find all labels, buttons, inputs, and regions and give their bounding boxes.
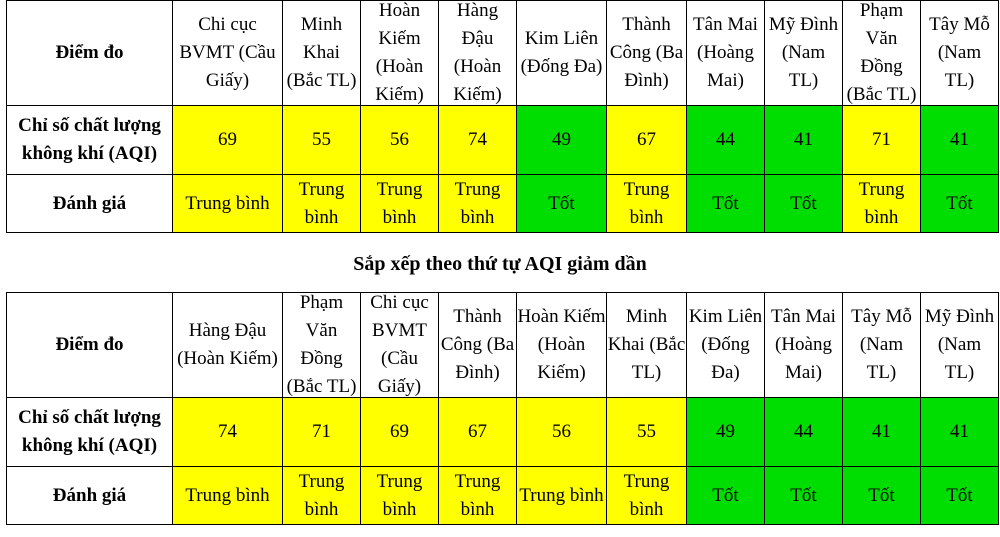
location-cell: Kim Liên (Đống Đa) bbox=[687, 293, 765, 398]
aqi-value-cell: 56 bbox=[517, 398, 607, 467]
rating-cell: Tốt bbox=[687, 467, 765, 525]
aqi-value-cell: 71 bbox=[283, 398, 361, 467]
aqi-value-cell: 55 bbox=[607, 398, 687, 467]
location-cell: Minh Khai (Bắc TL) bbox=[283, 1, 361, 106]
aqi-value-cell: 74 bbox=[173, 398, 283, 467]
aqi-table bbox=[6, 0, 999, 233]
row-label-aqi: Chỉ số chất lượng không khí (AQI) bbox=[7, 106, 173, 175]
aqi-value-cell: 67 bbox=[439, 398, 517, 467]
rating-cell: Trung bình bbox=[361, 467, 439, 525]
rating-row bbox=[7, 467, 999, 525]
location-cell: Phạm Văn Đồng (Bắc TL) bbox=[843, 1, 921, 106]
rating-cell: Tốt bbox=[517, 175, 607, 233]
aqi-value-cell: 55 bbox=[283, 106, 361, 175]
row-label-location: Điểm đo bbox=[7, 1, 173, 106]
rating-cell: Trung bình bbox=[173, 175, 283, 233]
aqi-value-cell: 44 bbox=[687, 106, 765, 175]
aqi-row bbox=[7, 398, 999, 467]
rating-cell: Tốt bbox=[765, 175, 843, 233]
location-cell: Phạm Văn Đồng (Bắc TL) bbox=[283, 293, 361, 398]
location-cell: Mỹ Đình (Nam TL) bbox=[765, 1, 843, 106]
rating-cell: Trung bình bbox=[439, 175, 517, 233]
aqi-value-cell: 41 bbox=[921, 106, 999, 175]
location-cell: Tân Mai (Hoàng Mai) bbox=[765, 293, 843, 398]
aqi-value-cell: 67 bbox=[607, 106, 687, 175]
location-cell: Hoàn Kiếm (Hoàn Kiếm) bbox=[361, 1, 439, 106]
location-cell: Thành Công (Ba Đình) bbox=[439, 293, 517, 398]
location-cell: Chi cục BVMT (Cầu Giấy) bbox=[173, 1, 283, 106]
row-label-location: Điểm đo bbox=[7, 293, 173, 398]
aqi-value-cell: 74 bbox=[439, 106, 517, 175]
location-cell: Tây Mỗ (Nam TL) bbox=[843, 293, 921, 398]
aqi-value-cell: 41 bbox=[921, 398, 999, 467]
location-row bbox=[7, 1, 999, 106]
location-cell: Thành Công (Ba Đình) bbox=[607, 1, 687, 106]
rating-cell: Tốt bbox=[765, 467, 843, 525]
rating-cell: Trung bình bbox=[607, 467, 687, 525]
location-cell: Mỹ Đình (Nam TL) bbox=[921, 293, 999, 398]
rating-cell: Trung bình bbox=[173, 467, 283, 525]
rating-cell: Tốt bbox=[921, 175, 999, 233]
rating-cell: Tốt bbox=[687, 175, 765, 233]
location-cell: Tây Mỗ (Nam TL) bbox=[921, 1, 999, 106]
aqi-value-cell: 49 bbox=[517, 106, 607, 175]
location-cell: Tân Mai (Hoàng Mai) bbox=[687, 1, 765, 106]
aqi-value-cell: 49 bbox=[687, 398, 765, 467]
aqi-value-cell: 44 bbox=[765, 398, 843, 467]
rating-cell: Tốt bbox=[921, 467, 999, 525]
rating-cell: Trung bình bbox=[843, 175, 921, 233]
aqi-value-cell: 56 bbox=[361, 106, 439, 175]
aqi-value-cell: 41 bbox=[843, 398, 921, 467]
row-label-rating: Đánh giá bbox=[7, 467, 173, 525]
aqi-value-cell: 69 bbox=[361, 398, 439, 467]
rating-cell: Trung bình bbox=[517, 467, 607, 525]
aqi-value-cell: 69 bbox=[173, 106, 283, 175]
aqi-table-sorted bbox=[6, 292, 999, 525]
row-label-rating: Đánh giá bbox=[7, 175, 173, 233]
rating-cell: Tốt bbox=[843, 467, 921, 525]
location-cell: Minh Khai (Bắc TL) bbox=[607, 293, 687, 398]
aqi-value-cell: 71 bbox=[843, 106, 921, 175]
sort-caption: Sắp xếp theo thứ tự AQI giảm dần bbox=[353, 253, 647, 275]
rating-cell: Trung bình bbox=[439, 467, 517, 525]
rating-cell: Trung bình bbox=[361, 175, 439, 233]
location-cell: Hàng Đậu (Hoàn Kiếm) bbox=[173, 293, 283, 398]
rating-cell: Trung bình bbox=[607, 175, 687, 233]
location-cell: Hoàn Kiếm (Hoàn Kiếm) bbox=[517, 293, 607, 398]
location-cell: Chi cục BVMT (Cầu Giấy) bbox=[361, 293, 439, 398]
location-cell: Kim Liên (Đống Đa) bbox=[517, 1, 607, 106]
rating-cell: Trung bình bbox=[283, 175, 361, 233]
aqi-value-cell: 41 bbox=[765, 106, 843, 175]
location-row bbox=[7, 293, 999, 398]
location-cell: Hàng Đậu (Hoàn Kiếm) bbox=[439, 1, 517, 106]
row-label-aqi: Chỉ số chất lượng không khí (AQI) bbox=[7, 398, 173, 467]
aqi-row bbox=[7, 106, 999, 175]
rating-cell: Trung bình bbox=[283, 467, 361, 525]
rating-row bbox=[7, 175, 999, 233]
